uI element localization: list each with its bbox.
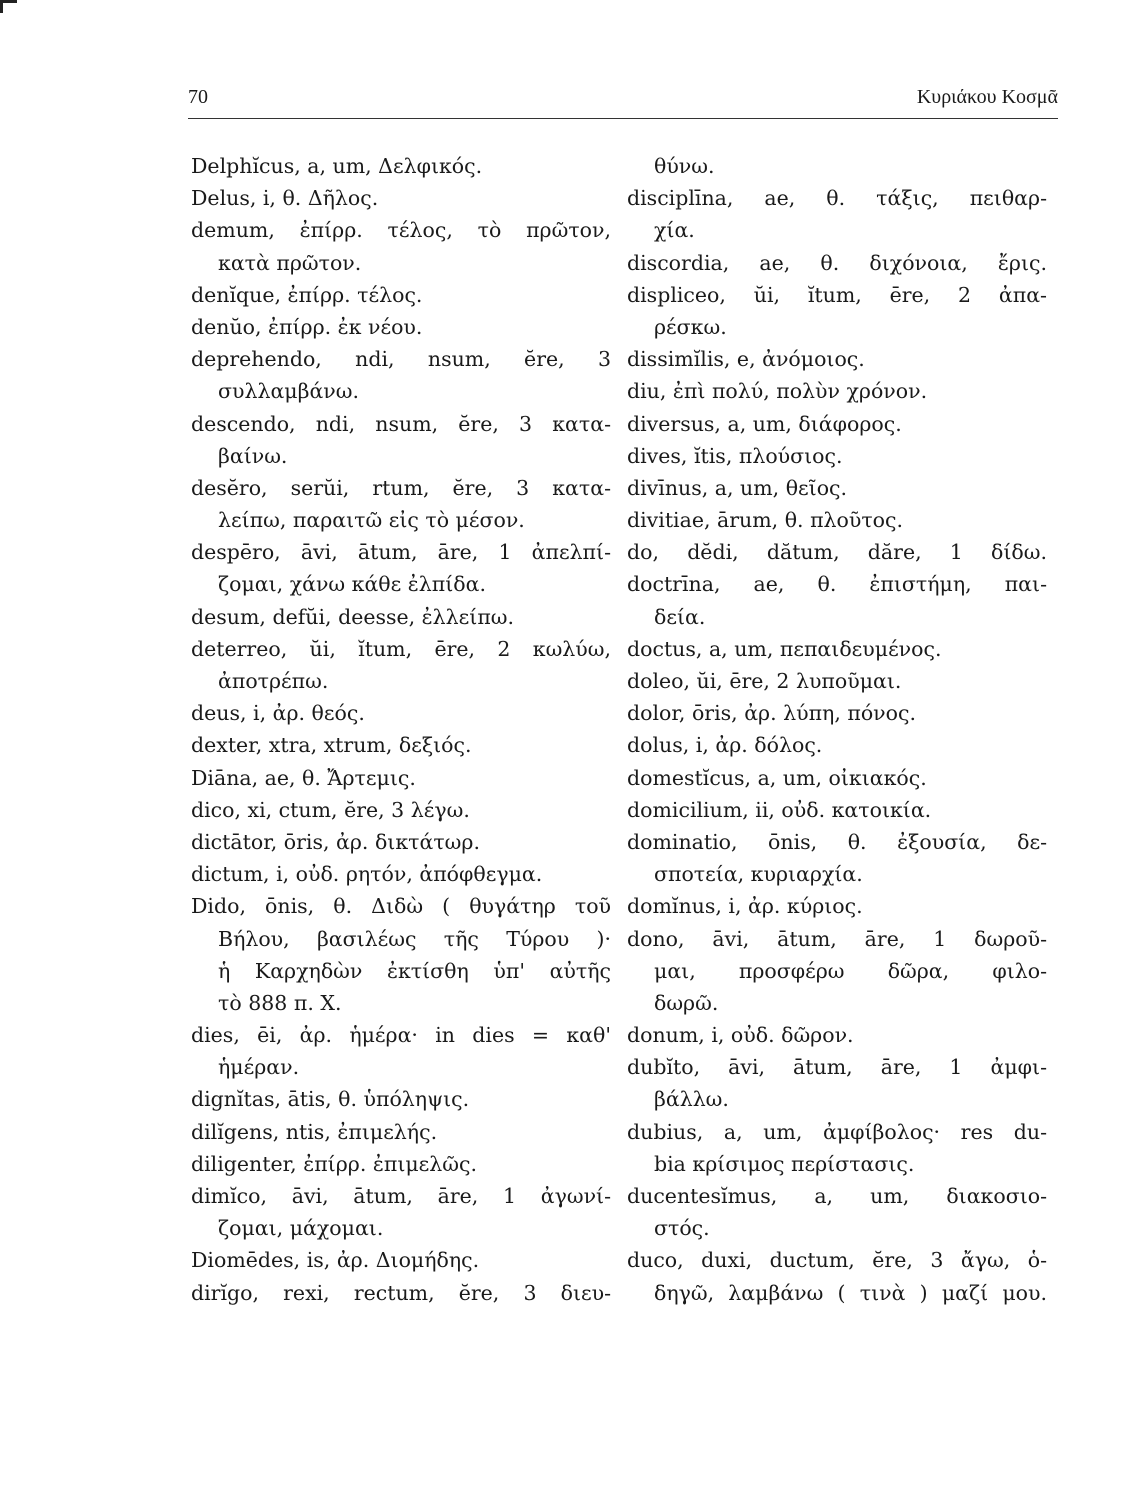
entry-continuation: bia κρίσιμος περίστασις. bbox=[654, 1151, 915, 1176]
dictionary-entry: divīnus, a, um, θεῖος. bbox=[627, 475, 848, 500]
dictionary-entry: dono, āvi, ātum, āre, 1 δωροῦ- bbox=[627, 926, 1047, 951]
dictionary-entry: displiceo, ŭi, ĭtum, ēre, 2 ἀπα- bbox=[627, 282, 1047, 307]
dictionary-entry: descendo, ndi, nsum, ĕre, 3 κατα- bbox=[191, 411, 611, 436]
dictionary-entry: diversus, a, um, διάφορος. bbox=[627, 411, 902, 436]
entry-continuation: σποτεία, κυριαρχία. bbox=[654, 862, 863, 887]
dictionary-entry: desum, defŭi, deesse, ἐλλείπω. bbox=[191, 604, 515, 629]
dictionary-entry: dexter, xtra, xtrum, δεξιός. bbox=[191, 733, 472, 758]
dictionary-entry: doctus, a, um, πεπαιδευμένος. bbox=[627, 636, 942, 661]
entry-continuation: θύνω. bbox=[654, 154, 715, 178]
entry-continuation: δηγῶ, λαμβάνω ( τινὰ ) μαζί μου. bbox=[654, 1280, 1047, 1305]
dictionary-entry: doctrīna, ae, θ. ἐπιστήμη, παι- bbox=[627, 572, 1047, 597]
entry-continuation: Βήλου, βασιλέως τῆς Τύρου )· bbox=[218, 926, 611, 951]
dictionary-entry: denŭo, ἐπίρρ. ἐκ νέου. bbox=[191, 314, 423, 339]
dictionary-entry: desĕro, serŭi, rtum, ĕre, 3 κατα- bbox=[191, 475, 611, 500]
entry-continuation: ἡμέραν. bbox=[218, 1055, 300, 1080]
dictionary-entry: dives, ĭtis, πλούσιος. bbox=[627, 443, 843, 468]
dictionary-entry: diu, ἐπὶ πολύ, πολὺν χρόνον. bbox=[627, 379, 928, 404]
entry-continuation: χία. bbox=[654, 218, 695, 243]
dictionary-entry: duco, duxi, ductum, ĕre, 3 ἄγω, ὁ- bbox=[627, 1248, 1047, 1273]
dictionary-entry: donum, i, οὐδ. δῶρον. bbox=[627, 1023, 854, 1048]
page-number: 70 bbox=[188, 86, 208, 108]
dictionary-entry: Diomēdes, is, ἀρ. Διομήδης. bbox=[191, 1248, 480, 1273]
left-column bbox=[191, 150, 611, 1309]
dictionary-entry: Delphĭcus, a, um, Δελφικός. bbox=[191, 154, 483, 178]
dictionary-entry: dolus, i, ἀρ. δόλος. bbox=[627, 733, 823, 758]
dictionary-entry: Delus, i, θ. Δῆλος. bbox=[191, 186, 379, 211]
dictionary-entry: discordia, ae, θ. διχόνοια, ἔρις. bbox=[627, 250, 1047, 275]
dictionary-entry: dies, ēi, ἀρ. ἡμέρα· in dies = καθ' bbox=[191, 1023, 611, 1048]
dictionary-entry: demum, ἐπίρρ. τέλος, τὸ πρῶτον, bbox=[191, 218, 611, 243]
entry-continuation: μαι, προσφέρω δῶρα, φιλο- bbox=[654, 958, 1047, 983]
dictionary-entry: domestĭcus, a, um, οἰκιακός. bbox=[627, 765, 927, 790]
dictionary-entry: dirĭgo, rexi, rectum, ĕre, 3 διευ- bbox=[191, 1280, 611, 1305]
dictionary-entry: dictum, i, οὐδ. ρητόν, ἀπόφθεγμα. bbox=[191, 862, 543, 887]
dictionary-entry: disciplīna, ae, θ. τάξις, πειθαρ- bbox=[627, 186, 1047, 211]
entry-continuation: συλλαμβάνω. bbox=[218, 379, 359, 404]
entry-continuation: ζομαι, χάνω κάθε ἐλπίδα. bbox=[218, 572, 486, 597]
entry-continuation: ἀποτρέπω. bbox=[218, 669, 329, 693]
dictionary-entry: dolor, ōris, ἀρ. λύπη, πόνος. bbox=[627, 701, 916, 726]
dictionary-entry: dimĭco, āvi, ātum, āre, 1 ἀγωνί- bbox=[191, 1184, 611, 1208]
running-head: Κυριάκου Κοσμᾶ bbox=[916, 86, 1058, 108]
dictionary-entry: dominatio, ōnis, θ. ἐξουσία, δε- bbox=[627, 829, 1047, 854]
dictionary-entry: doleo, ŭi, ēre, 2 λυποῦμαι. bbox=[627, 669, 902, 693]
entry-continuation: δεία. bbox=[654, 604, 706, 629]
right-column bbox=[627, 150, 1047, 1309]
dictionary-entry: Diāna, ae, θ. Ἄρτεμις. bbox=[191, 765, 416, 790]
entry-continuation: ζομαι, μάχομαι. bbox=[218, 1216, 384, 1241]
entry-continuation: βαίνω. bbox=[218, 443, 288, 468]
dictionary-entry: dubius, a, um, ἀμφίβολος· res du- bbox=[627, 1119, 1047, 1144]
entry-continuation: τὸ 888 π. Χ. bbox=[218, 990, 342, 1015]
page-header bbox=[188, 84, 1058, 119]
dictionary-entry: dissimĭlis, e, ἀνόμοιος. bbox=[627, 347, 865, 372]
dictionary-entry: deus, i, ἀρ. θεός. bbox=[191, 701, 365, 726]
dictionary-entry: dubĭto, āvi, ātum, āre, 1 ἀμφι- bbox=[627, 1055, 1047, 1080]
entry-continuation: κατὰ πρῶτον. bbox=[218, 250, 362, 275]
dictionary-entry: domĭnus, i, ἀρ. κύριος. bbox=[627, 894, 863, 919]
entry-continuation: δωρῶ. bbox=[654, 990, 719, 1015]
dictionary-entry: denĭque, ἐπίρρ. τέλος. bbox=[191, 282, 423, 307]
dictionary-entry: diligenter, ἐπίρρ. ἐπιμελῶς. bbox=[191, 1151, 478, 1176]
dictionary-entry: Dido, ōnis, θ. Διδὼ ( θυγάτηρ τοῦ bbox=[191, 894, 611, 919]
dictionary-entry: dignĭtas, ātis, θ. ὑπόληψις. bbox=[191, 1087, 470, 1112]
dictionary-entry: despēro, āvi, ātum, āre, 1 ἀπελπί- bbox=[191, 540, 611, 565]
dictionary-entry: dilĭgens, ntis, ἐπιμελής. bbox=[191, 1119, 438, 1144]
dictionary-entry: dictātor, ōris, ἀρ. δικτάτωρ. bbox=[191, 829, 480, 854]
entry-continuation: στός. bbox=[654, 1216, 710, 1241]
entry-continuation: ρέσκω. bbox=[654, 314, 727, 339]
dictionary-entry: deterreo, ŭi, ĭtum, ēre, 2 κωλύω, bbox=[191, 636, 611, 661]
dictionary-entry: deprehendo, ndi, nsum, ĕre, 3 bbox=[191, 347, 611, 372]
entry-continuation: λείπω, παραιτῶ εἰς τὸ μέσον. bbox=[218, 508, 525, 533]
dictionary-entry: do, dĕdi, dătum, dăre, 1 δίδω. bbox=[627, 540, 1047, 565]
dictionary-entry: domicilium, ii, οὐδ. κατοικία. bbox=[627, 797, 932, 822]
entry-continuation: βάλλω. bbox=[654, 1087, 729, 1112]
entry-continuation: ἡ Καρχηδὼν ἐκτίσθη ὑπ' αὐτῆς bbox=[218, 958, 611, 983]
dictionary-entry: ducentesĭmus, a, um, διακοσιο- bbox=[627, 1184, 1047, 1208]
dictionary-entry: dico, xi, ctum, ĕre, 3 λέγω. bbox=[191, 797, 470, 822]
scan-corner-mark bbox=[0, 0, 17, 13]
dictionary-entry: divitiae, ārum, θ. πλοῦτος. bbox=[627, 508, 904, 533]
